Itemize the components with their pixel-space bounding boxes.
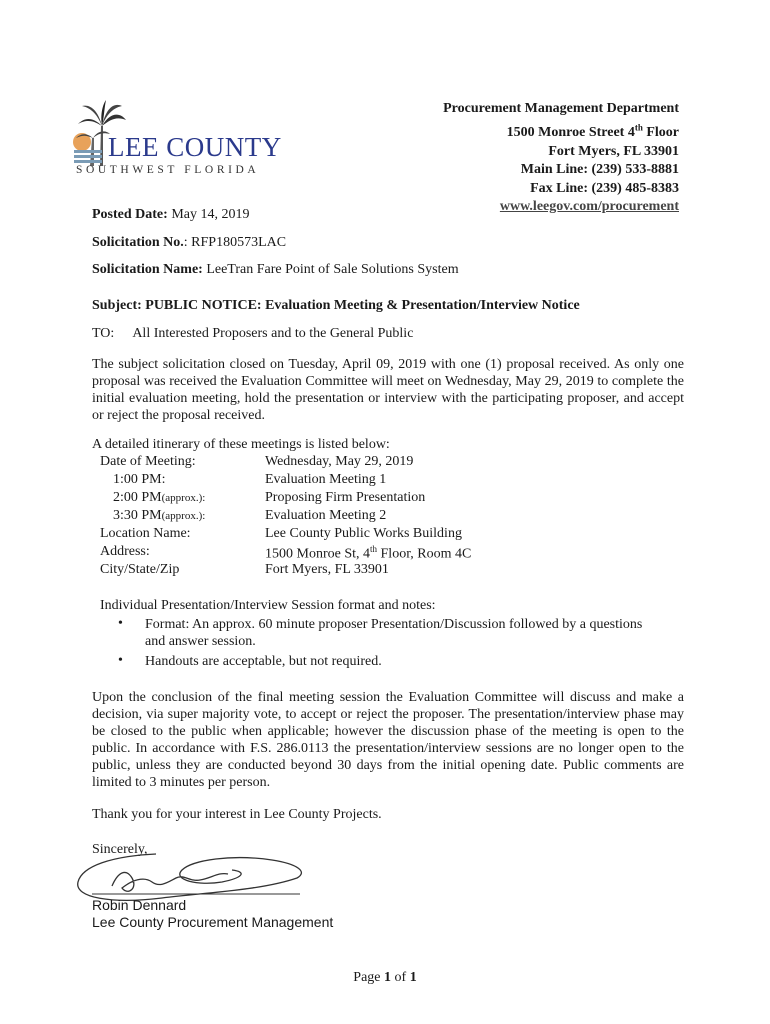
department-block (443, 100, 679, 217)
signer-name: Robin Dennard (92, 897, 187, 913)
itinerary-time2-value: Proposing Firm Presentation (265, 490, 426, 505)
signer-organization: Lee County Procurement Management (92, 914, 334, 930)
department-fax-line: Fax Line: (239) 485-8383 (530, 180, 679, 196)
itinerary-intro: A detailed itinerary of these meetings is listed below: (92, 437, 390, 452)
subject-line: Subject: PUBLIC NOTICE: Evaluation Meeting & Presentation/Interview Notice (92, 298, 580, 313)
bullet-icon: • (118, 616, 123, 631)
itinerary-time3-value: Evaluation Meeting 2 (265, 508, 387, 523)
session-bullet: Handouts are acceptable, but not required. (145, 654, 382, 669)
logo-tagline: SOUTHWEST FLORIDA (76, 164, 260, 176)
department-city: Fort Myers, FL 33901 (548, 143, 679, 159)
session-heading: Individual Presentation/Interview Session format and notes: (100, 598, 436, 613)
session-bullet: Format: An approx. 60 minute proposer Presentation/Discussion followed by a questions and answer session. (145, 617, 643, 649)
itinerary-city-value: Fort Myers, FL 33901 (265, 562, 389, 577)
itinerary-location-value: Lee County Public Works Building (265, 526, 462, 541)
closing-paragraph: Upon the conclusion of the final meeting session the Evaluation Committee will discuss and make a decision, via super majority vote, to accept or reject the proposer. The presentation/interview phase may be closed to the public when applicable; however the discussion phase of the meeting is open to the public. In accordance with F.S. 286.0113 the presentation/interview sessions are no longer open to the public, unless they are conducted beyond 30 days from the initial opening date. Public comments are limited to 3 minutes per person. (92, 690, 684, 790)
itinerary-date-value: Wednesday, May 29, 2019 (265, 454, 414, 469)
itinerary-location-label: Location Name: (100, 526, 191, 541)
department-website-link[interactable]: www.leegov.com/procurement (499, 199, 679, 215)
bullet-icon: • (118, 653, 123, 668)
itinerary-time1-value: Evaluation Meeting 1 (265, 472, 387, 487)
solicitation-name: Solicitation Name: LeeTran Fare Point of Sale Solutions System (92, 262, 459, 277)
to-line: TO: All Interested Proposers and to the General Public (92, 326, 414, 341)
department-main-line: Main Line: (239) 533-8881 (520, 162, 679, 178)
itinerary-date-label: Date of Meeting: (100, 454, 196, 469)
itinerary-address-value: 1500 Monroe St, 4th Floor, Room 4C (265, 544, 472, 562)
thanks-line: Thank you for your interest in Lee County Projects. (92, 807, 382, 822)
itinerary-city-label: City/State/Zip (100, 562, 180, 577)
posted-date: Posted Date: May 14, 2019 (92, 207, 250, 222)
department-name: Procurement Management Department (443, 101, 679, 116)
solicitation-number: Solicitation No.: RFP180573LAC (92, 235, 287, 250)
itinerary-time3-label: 3:30 PM(approx.): (113, 508, 206, 523)
itinerary-time2-label: 2:00 PM(approx.): (113, 490, 206, 505)
itinerary-time1-label: 1:00 PM: (113, 472, 166, 487)
department-address: 1500 Monroe Street 4th Floor (506, 122, 679, 141)
sincerely: Sincerely, (92, 842, 148, 857)
intro-paragraph: The subject solicitation closed on Tuesday, April 09, 2019 with one (1) proposal received. As only one proposal was received the Evaluation Committee will meet on Wednesday, May 29, 2019 to complete the initial evaluation meeting, hold the presentation or interview with the participating proposer, and accept or reject the proposal received. (92, 357, 684, 423)
page-number: Page 1 of 1 (353, 970, 417, 985)
logo-name: LEE COUNTY (108, 132, 282, 162)
itinerary-address-label: Address: (100, 544, 150, 559)
